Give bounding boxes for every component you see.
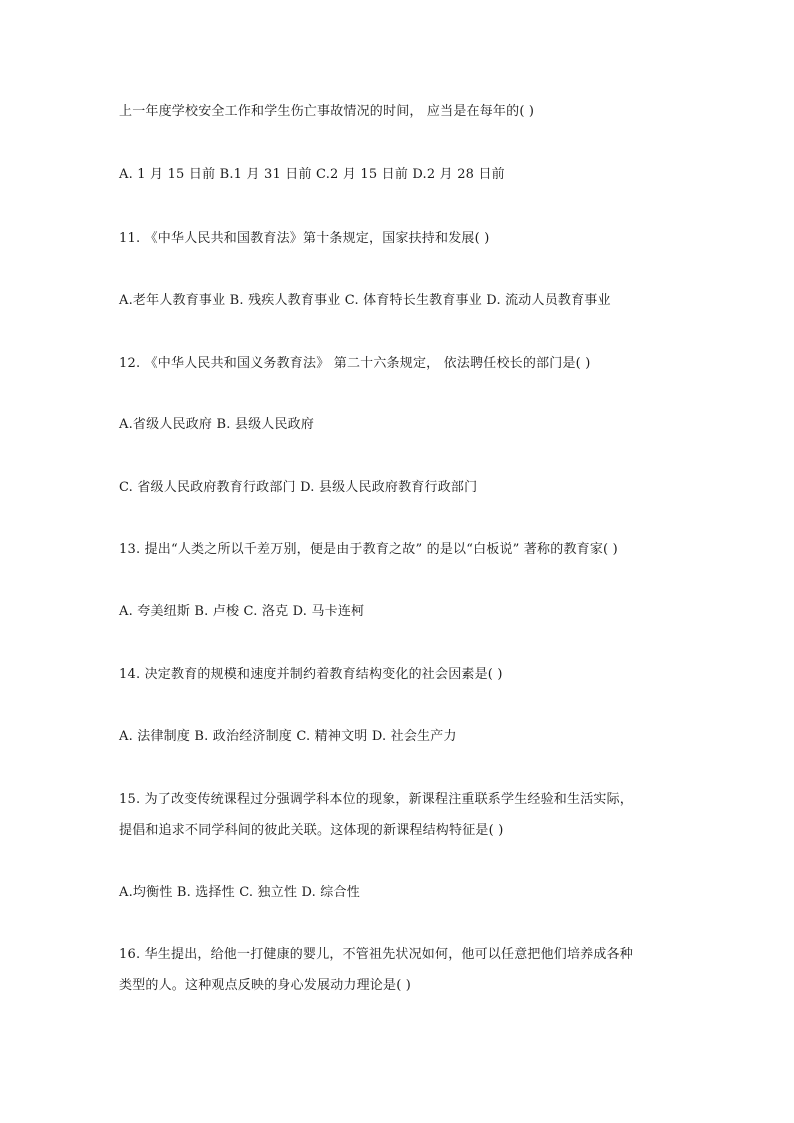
question-14-stem: 14. 决定教育的规模和速度并制约着教育结构变化的社会因素是( ): [119, 667, 503, 682]
question-12-stem: 12. 《中华人民共和国义务教育法》 第二十六条规定， 依法聘任校长的部门是( ): [119, 356, 591, 371]
question-12-options-line-1: A.省级人民政府 B. 县级人民政府: [119, 417, 315, 432]
question-15-stem-line-1: 15. 为了改变传统课程过分强调学科本位的现象，新课程注重联系学生经验和生活实际，: [119, 792, 634, 807]
question-11-stem: 11. 《中华人民共和国教育法》第十条规定，国家扶持和发展( ): [119, 231, 490, 246]
question-10-options: A. 1 月 15 日前 B.1 月 31 日前 C.2 月 15 日前 D.2 月 28 日前: [119, 167, 505, 182]
question-16-stem-line-1: 16. 华生提出，给他一打健康的婴儿，不管祖先状况如何，他可以任意把他们培养成各种: [119, 947, 634, 962]
question-10-stem-continued: 上一年度学校安全工作和学生伤亡事故情况的时间， 应当是在每年的( ): [119, 104, 535, 119]
question-16-stem-line-2: 类型的人。这种观点反映的身心发展动力理论是( ): [119, 978, 412, 993]
question-11-options: A.老年人教育事业 B. 残疾人教育事业 C. 体育特长生教育事业 D. 流动人员教育事业: [119, 293, 611, 308]
question-15-stem-line-2: 提倡和追求不同学科间的彼此关联。这体现的新课程结构特征是( ): [119, 823, 504, 838]
question-12-options-line-2: C. 省级人民政府教育行政部门 D. 县级人民政府教育行政部门: [119, 480, 478, 495]
question-13-stem: 13. 提出“人类之所以千差万别，便是由于教育之故” 的是以“白板说” 著称的教育家( ): [119, 542, 618, 557]
question-15-options: A.均衡性 B. 选择性 C. 独立性 D. 综合性: [119, 885, 360, 900]
question-14-options: A. 法律制度 B. 政治经济制度 C. 精神文明 D. 社会生产力: [119, 729, 457, 744]
question-13-options: A. 夸美纽斯 B. 卢梭 C. 洛克 D. 马卡连柯: [119, 604, 365, 619]
